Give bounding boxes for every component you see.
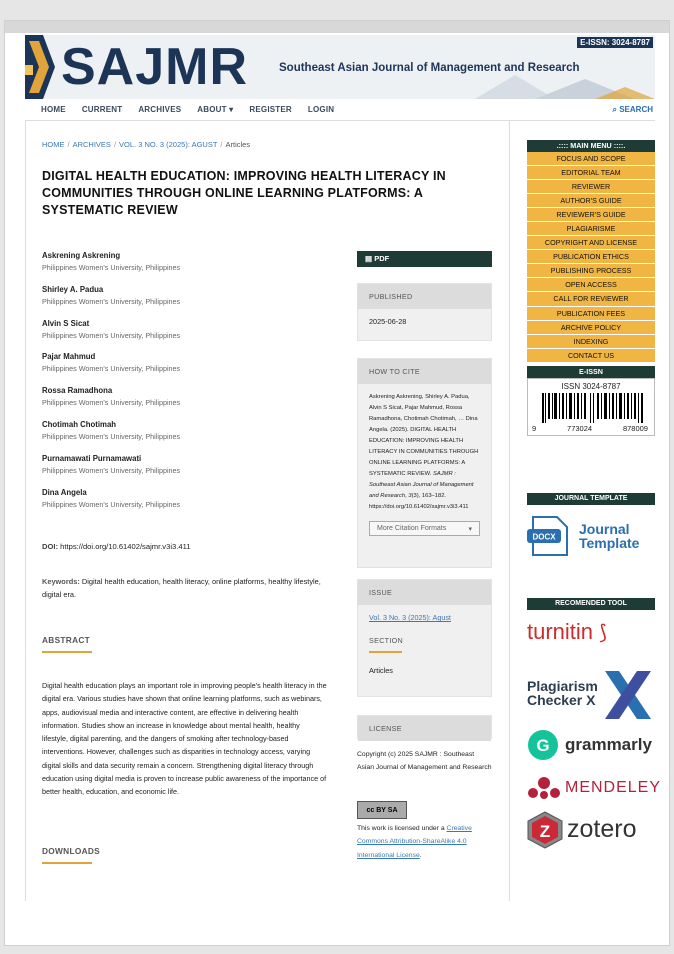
keywords-label: Keywords: bbox=[42, 577, 80, 586]
plagiarism-checker-text: Plagiarism Checker X bbox=[527, 678, 598, 708]
author-affiliation: Philippines Women's University, Philippines bbox=[42, 465, 181, 475]
abstract-heading-text: ABSTRACT bbox=[42, 635, 91, 645]
issue-box bbox=[357, 579, 492, 697]
license-prefix: This work is licensed under a bbox=[357, 825, 445, 832]
grammarly-logo[interactable]: G grammarly bbox=[527, 729, 667, 761]
pdf-icon: ▤ bbox=[365, 254, 373, 263]
journal-name: Southeast Asian Journal of Management and Research bbox=[279, 62, 580, 74]
citation-volume: 3 bbox=[408, 493, 412, 499]
author-list bbox=[42, 251, 342, 521]
published-label: PUBLISHED bbox=[358, 284, 491, 309]
section-underline bbox=[369, 651, 402, 653]
menu-item-publishing-process[interactable]: PUBLISHING PROCESS bbox=[527, 264, 655, 278]
abstract-text: Digital health education plays an important role in improving people's health literacy in the digital era. Various studies have shown that online learning platforms, such as webinars, apps, audiovisual media and interactive content, are effective in delivering health information. Studies show an increase in knowledge about mental health, healthy lifestyle, digital parenting, and the dangers of smoking after technology-based interventions. However, challenges such as disparities in technology access, varying digital skills and data security remain a concern. Strengthening digital literacy through education using digital media is proven to increase public awareness of the importance of better health, education, and economic life. bbox=[42, 681, 327, 797]
heading-underline bbox=[42, 862, 92, 864]
citation-doi[interactable]: https://doi.org/10.61402/sajmr.v3i3.411 bbox=[369, 504, 469, 510]
journal-logo-text: SAJMR bbox=[61, 38, 249, 96]
nav-home[interactable]: HOME bbox=[41, 105, 66, 114]
menu-item-authors-guide[interactable]: AUTHOR'S GUIDE bbox=[527, 194, 655, 208]
recommended-tool-header: RECOMENDED TOOL bbox=[527, 598, 655, 610]
keywords bbox=[42, 575, 332, 601]
issn-barcode[interactable] bbox=[527, 378, 655, 436]
nav-current[interactable]: CURRENT bbox=[81, 105, 123, 114]
author-name: Chotimah Chotimah bbox=[42, 419, 117, 429]
menu-item-editorial-team[interactable]: EDITORIAL TEAM bbox=[527, 166, 655, 180]
author-item bbox=[42, 319, 342, 353]
license-suffix: . bbox=[419, 851, 422, 859]
main-menu bbox=[527, 140, 655, 363]
nav-register[interactable]: REGISTER bbox=[249, 105, 292, 114]
main-nav bbox=[25, 99, 655, 121]
page bbox=[4, 20, 670, 946]
author-name: Dina Angela bbox=[42, 487, 87, 497]
breadcrumb-archives[interactable]: ARCHIVES bbox=[72, 140, 111, 149]
zotero-icon bbox=[527, 811, 563, 849]
menu-item-open-access[interactable]: OPEN ACCESS bbox=[527, 278, 655, 292]
breadcrumb-current: Articles bbox=[225, 140, 251, 149]
menu-item-reviewer[interactable]: REVIEWER bbox=[527, 180, 655, 194]
author-name: Shirley A. Padua bbox=[42, 284, 104, 294]
svg-text:DOCX: DOCX bbox=[532, 532, 556, 542]
breadcrumb-issue[interactable]: VOL. 3 NO. 3 (2025): AGUST bbox=[119, 140, 218, 149]
how-to-cite-box bbox=[357, 358, 492, 568]
license-note bbox=[357, 822, 492, 862]
menu-item-archive-policy[interactable]: ARCHIVE POLICY bbox=[527, 321, 655, 335]
menu-item-plagiarisme[interactable]: PLAGIARISME bbox=[527, 222, 655, 236]
section-value: Articles bbox=[369, 666, 393, 675]
citation-formats-dropdown[interactable] bbox=[369, 521, 480, 536]
journal-template-text: Journal Template bbox=[579, 521, 640, 551]
menu-item-publication-fees[interactable]: PUBLICATION FEES bbox=[527, 307, 655, 321]
author-name: Purnamawati Purnamawati bbox=[42, 453, 142, 463]
author-affiliation: Philippines Women's University, Philippines bbox=[42, 364, 181, 374]
breadcrumb: HOME / ARCHIVES / VOL. 3 NO. 3 (2025): AGUST / Articles bbox=[42, 140, 251, 149]
issue-link[interactable]: Vol. 3 No. 3 (2025): Agust bbox=[369, 613, 451, 622]
search-label: SEARCH bbox=[619, 105, 653, 114]
issue-label: ISSUE bbox=[358, 580, 491, 605]
author-item bbox=[42, 420, 342, 454]
doi-link[interactable]: https://doi.org/10.61402/sajmr.v3i3.411 bbox=[60, 542, 191, 551]
barcode-icon bbox=[542, 393, 652, 423]
doi-label: DOI: bbox=[42, 542, 59, 551]
license-link[interactable]: Creative Commons Attribution-ShareAlike 4.0 International License bbox=[357, 825, 472, 859]
menu-item-copyright[interactable]: COPYRIGHT AND LICENSE bbox=[527, 236, 655, 250]
banner-decoration-icon bbox=[455, 71, 655, 99]
menu-item-indexing[interactable]: INDEXING bbox=[527, 335, 655, 349]
author-name: Rossa Ramadhona bbox=[42, 386, 113, 396]
author-affiliation: Philippines Women's University, Philippines bbox=[42, 263, 181, 272]
author-item bbox=[42, 251, 342, 285]
article-title: DIGITAL HEALTH EDUCATION: IMPROVING HEALTH LITERACY IN COMMUNITIES THROUGH ONLINE LEARNING PLATFORMS: A SYSTEMATIC REVIEW bbox=[42, 169, 446, 217]
grammarly-icon bbox=[527, 729, 559, 761]
author-item bbox=[42, 488, 342, 522]
author-name: Alvin S Sicat bbox=[42, 318, 90, 328]
x-mark-icon bbox=[601, 671, 655, 719]
downloads-heading bbox=[42, 846, 100, 864]
breadcrumb-home[interactable]: HOME bbox=[42, 140, 65, 149]
logo-mark-icon bbox=[25, 35, 65, 99]
author-affiliation: Philippines Women's University, Philippines bbox=[42, 499, 181, 509]
citation-authors: Askrening Askrening, Shirley A. Padua, Alvin S Sicat, Pajar Mahmud, Rossa Ramadhona, Chotimah Chotimah, … Dina Angela. (2025). DIGITAL HEALTH EDUCATION: IMPROVING HEALTH LITERACY IN COMMUNITIES THROUGH ONLINE LEARNING PLATFORMS: A SYSTEMATIC REVIEW. bbox=[369, 394, 479, 477]
search-link[interactable] bbox=[613, 105, 654, 115]
published-date: 2025-06-28 bbox=[369, 317, 407, 326]
pdf-label: PDF bbox=[374, 254, 390, 263]
menu-item-contact-us[interactable]: CONTACT US bbox=[527, 349, 655, 363]
keywords-value: Digital health education, health literacy, online platforms, healthy lifestyle, digital era. bbox=[42, 577, 321, 599]
zotero-logo[interactable]: Z zotero bbox=[527, 811, 667, 851]
copyright-text: Copyright (c) 2025 SAJMR : Southeast Asian Journal of Management and Research bbox=[357, 751, 492, 772]
mendeley-icon bbox=[527, 775, 561, 801]
chevron-down-icon: ▾ bbox=[468, 526, 472, 533]
citation-issue-pages: (3), 163–182. bbox=[411, 493, 447, 499]
nav-about[interactable] bbox=[197, 105, 233, 114]
downloads-heading-text: DOWNLOADS bbox=[42, 846, 101, 856]
svg-text:Z: Z bbox=[539, 822, 551, 841]
author-name: Askrening Askrening bbox=[42, 251, 121, 260]
menu-item-ethics[interactable]: PUBLICATION ETHICS bbox=[527, 250, 655, 264]
menu-item-reviewers-guide[interactable]: REVIEWER'S GUIDE bbox=[527, 208, 655, 222]
heading-underline bbox=[42, 651, 92, 653]
menu-item-call-for-reviewer[interactable]: CALL FOR REVIEWER bbox=[527, 292, 655, 306]
svg-text:G: G bbox=[536, 736, 550, 755]
author-affiliation: Philippines Women's University, Philippines bbox=[42, 296, 181, 306]
turnitin-logo[interactable]: turnitin ⟆ bbox=[527, 619, 607, 644]
left-border bbox=[25, 121, 26, 901]
eissn-header: E-ISSN bbox=[527, 366, 655, 378]
issn-text: ISSN 3024-8787 bbox=[561, 382, 621, 391]
top-strip bbox=[5, 21, 670, 33]
author-item bbox=[42, 352, 342, 386]
author-affiliation: Philippines Women's University, Philippines bbox=[42, 398, 181, 408]
plagiarism-checker-logo[interactable] bbox=[527, 671, 667, 719]
author-item bbox=[42, 285, 342, 319]
search-icon: ⌕ bbox=[612, 105, 617, 114]
menu-item-focus-scope[interactable]: FOCUS AND SCOPE bbox=[527, 152, 655, 166]
barcode-numbers: 9 773024 878009 bbox=[532, 424, 648, 433]
cc-license-badge[interactable]: cc BY SA bbox=[357, 801, 407, 819]
sidebar-border bbox=[509, 121, 510, 901]
doi bbox=[42, 542, 190, 551]
author-affiliation: Philippines Women's University, Philippines bbox=[42, 431, 181, 441]
journal-template-header: JOURNAL TEMPLATE bbox=[527, 493, 655, 505]
license-label: LICENSE bbox=[358, 716, 491, 741]
citation-formats-label: More Citation Formats bbox=[377, 525, 447, 532]
author-item bbox=[42, 454, 342, 488]
mendeley-logo[interactable]: MENDELEY bbox=[527, 775, 667, 803]
nav-about-label: ABOUT bbox=[197, 105, 227, 114]
chevron-down-icon: ▾ bbox=[229, 105, 234, 114]
citation-text: Askrening Askrening, Shirley A. Padua, Alvin S Sicat, Pajar Mahmud, Rossa Ramadhona, Chotimah Chotimah, … Dina Angela. (2025). DIGITAL HEALTH EDUCATION: IMPROVING HEALTH LITERACY IN COMMUNITIES THROUGH ONLINE LEARNING PLATFORMS: A SYSTEMATIC REVIEW. SAJMR : Southeast Asian Journal of Management and Research, 3(3), 163–182. https://doi.org/10.61402/sajmr.v3i3.411 bbox=[369, 394, 479, 510]
author-item bbox=[42, 386, 342, 420]
section-label: SECTION bbox=[369, 636, 480, 653]
turnitin-mark-icon: ⟆ bbox=[599, 622, 607, 644]
nav-archives[interactable]: ARCHIVES bbox=[138, 105, 182, 114]
author-name: Pajar Mahmud bbox=[42, 352, 96, 362]
abstract-heading bbox=[42, 635, 92, 653]
citation-journal: SAJMR : Southeast Asian Journal of Management and Research bbox=[369, 471, 474, 499]
published-box bbox=[357, 283, 492, 341]
docx-file-icon bbox=[527, 515, 573, 557]
author-affiliation: Philippines Women's University, Philippines bbox=[42, 330, 181, 340]
journal-template-link[interactable] bbox=[527, 515, 655, 563]
how-to-cite-label: HOW TO CITE bbox=[358, 359, 491, 384]
main-menu-header: .:::: MAIN MENU ::::. bbox=[527, 140, 655, 152]
pdf-button[interactable] bbox=[357, 251, 492, 267]
license-box bbox=[357, 715, 492, 739]
banner-eissn: E-ISSN: 3024-8787 bbox=[577, 37, 653, 48]
journal-banner[interactable] bbox=[25, 35, 655, 99]
nav-login[interactable]: LOGIN bbox=[307, 105, 335, 114]
